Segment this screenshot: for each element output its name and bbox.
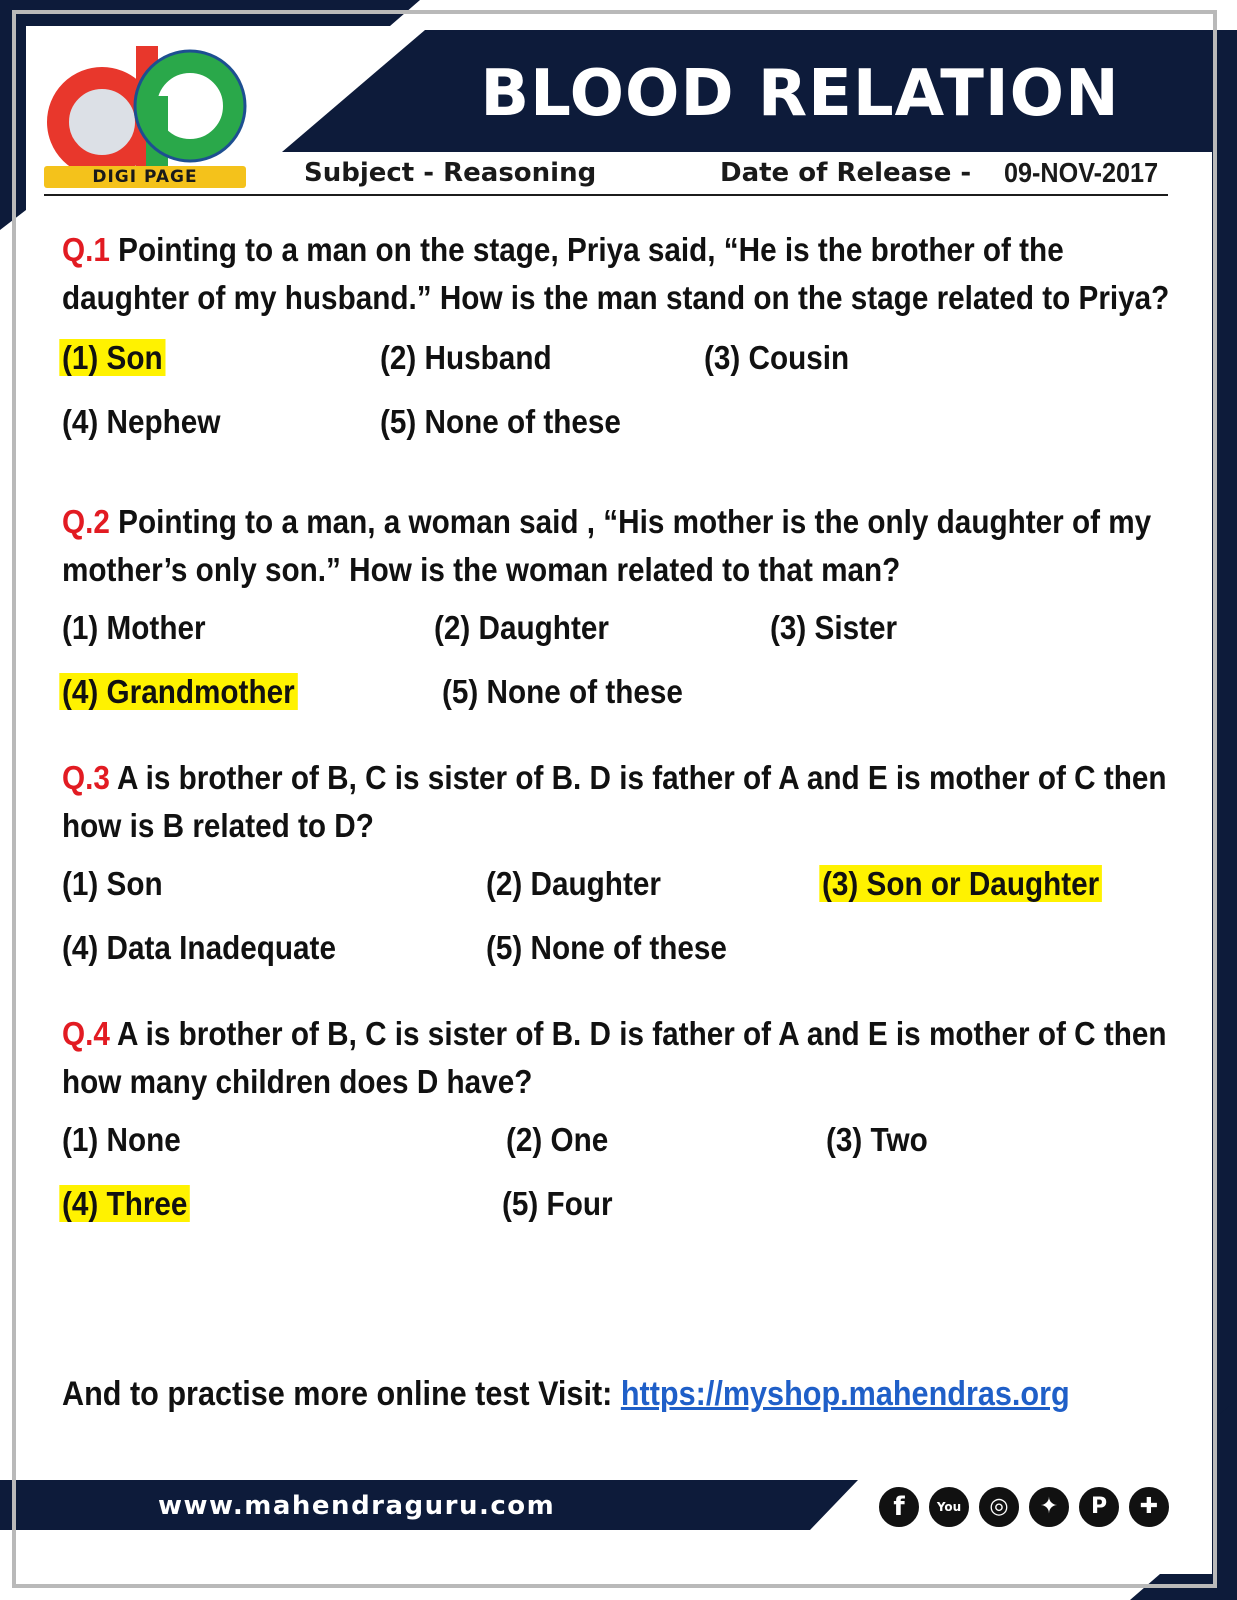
practice-text: And to practise more online test Visit: xyxy=(62,1375,621,1413)
question-text: Pointing to a man on the stage, Priya said, “He is the brother of the daughter of my husband.” How is the man stand on the stage related to Priya? xyxy=(62,231,1170,316)
question-text: A is brother of B, C is sister of B. D is father of A and E is mother of C then how is B related to D? xyxy=(62,759,1167,844)
question-number: Q.3 xyxy=(62,759,110,796)
option[interactable]: (1) Son xyxy=(62,865,163,902)
options-row xyxy=(62,1182,1172,1246)
option[interactable]: (3) Two xyxy=(826,1121,928,1158)
question-3 xyxy=(62,754,1172,850)
practice-link[interactable]: https://myshop.mahendras.org xyxy=(620,1375,1070,1413)
page-title: BLOOD RELATION xyxy=(480,57,1120,131)
question-text: Pointing to a man, a woman said , “His mother is the only daughter of my mother’s only son.” How is the woman related to that man? xyxy=(62,503,1152,588)
option-correct-answer[interactable]: (3) Son or Daughter xyxy=(819,865,1102,902)
subject-label: Subject - Reasoning xyxy=(304,158,597,188)
release-date-label: Date of Release - xyxy=(720,158,972,188)
question-4 xyxy=(62,1010,1172,1106)
option[interactable]: (2) Daughter xyxy=(434,609,609,646)
options-row xyxy=(62,606,1172,670)
option[interactable]: (4) Nephew xyxy=(62,403,221,440)
option[interactable]: (5) None of these xyxy=(486,929,727,966)
option[interactable]: (5) Four xyxy=(502,1185,613,1222)
youtube-icon[interactable]: You xyxy=(926,1484,972,1530)
option[interactable]: (2) One xyxy=(506,1121,609,1158)
options-row xyxy=(62,1118,1172,1182)
option[interactable]: (1) Mother xyxy=(62,609,206,646)
option-correct-answer[interactable]: (4) Three xyxy=(59,1185,190,1222)
options-row xyxy=(62,400,1172,464)
instagram-icon[interactable]: ◎ xyxy=(976,1484,1022,1530)
option-correct-answer[interactable]: (1) Son xyxy=(59,339,165,376)
questions-container xyxy=(62,226,1172,1246)
question-1 xyxy=(62,226,1172,322)
twitter-icon[interactable]: ✦ xyxy=(1026,1484,1072,1530)
question-number: Q.2 xyxy=(62,503,110,540)
question-number: Q.4 xyxy=(62,1015,110,1052)
android-icon[interactable]: ✚ xyxy=(1126,1484,1172,1530)
options-row xyxy=(62,336,1172,400)
option[interactable]: (2) Husband xyxy=(380,339,552,376)
option[interactable]: (3) Cousin xyxy=(704,339,850,376)
question-2 xyxy=(62,498,1172,594)
facebook-icon[interactable]: f xyxy=(876,1484,922,1530)
option[interactable]: (3) Sister xyxy=(770,609,898,646)
question-text: A is brother of B, C is sister of B. D is father of A and E is mother of C then how many children does D have? xyxy=(62,1015,1167,1100)
option[interactable]: (4) Data Inadequate xyxy=(62,929,336,966)
practice-line xyxy=(62,1370,1070,1418)
option[interactable]: (2) Daughter xyxy=(486,865,661,902)
question-number: Q.1 xyxy=(62,231,110,268)
header-divider xyxy=(44,194,1168,196)
footer-website[interactable]: www.mahendraguru.com xyxy=(158,1491,556,1521)
options-row xyxy=(62,926,1172,990)
option-correct-answer[interactable]: (4) Grandmother xyxy=(59,673,297,710)
option[interactable]: (5) None of these xyxy=(380,403,621,440)
logo-label: DIGI PAGE xyxy=(44,166,246,188)
options-row xyxy=(62,862,1172,926)
option[interactable]: (1) None xyxy=(62,1121,181,1158)
options-row xyxy=(62,670,1172,734)
pinterest-icon[interactable]: P xyxy=(1076,1484,1122,1530)
release-date: 09-NOV-2017 xyxy=(1004,157,1159,188)
option[interactable]: (5) None of these xyxy=(442,673,683,710)
